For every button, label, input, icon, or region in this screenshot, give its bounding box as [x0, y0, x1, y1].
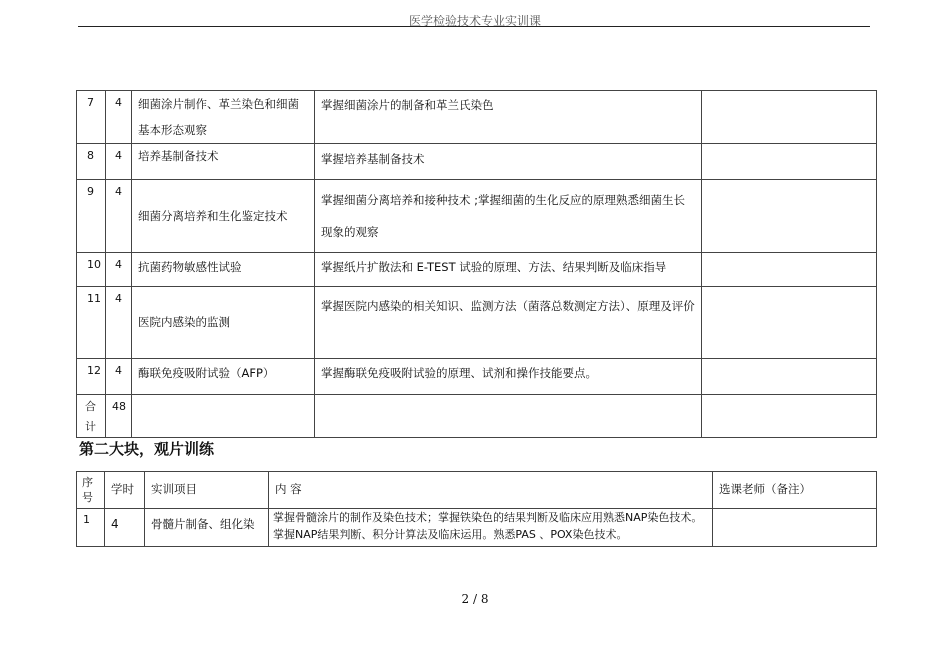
row-project: 医院内感染的监测 — [132, 287, 315, 359]
row-number: 9 — [77, 180, 106, 253]
header-no: 序号 — [77, 472, 105, 509]
total-label: 合计 — [77, 395, 106, 438]
table-row — [77, 144, 877, 180]
header-rule — [78, 26, 870, 27]
row-content: 掌握医院内感染的相关知识、监测方法（菌落总数测定方法）、原理及评价 — [315, 287, 702, 359]
table-row — [77, 253, 877, 287]
row-number: 12 — [77, 359, 106, 395]
table-row — [77, 359, 877, 395]
table-row — [77, 91, 877, 144]
header-project: 实训项目 — [145, 472, 269, 509]
row-teacher — [702, 144, 877, 180]
header-teacher: 选课老师（备注） — [713, 472, 877, 509]
row-content: 掌握骨髓涂片的制作及染色技术；掌握铁染色的结果判断及临床应用熟悉NAP染色技术。掌握NAP结果判断、积分计算法及临床运用。熟悉PAS 、POX染色技术。 — [269, 509, 713, 547]
training-table-part2 — [76, 471, 877, 547]
total-empty-cell — [315, 395, 702, 438]
table-header-row — [77, 472, 877, 509]
row-project: 细菌分离培养和生化鉴定技术 — [132, 180, 315, 253]
row-teacher — [702, 180, 877, 253]
table-row — [77, 180, 877, 253]
row-hours: 4 — [106, 91, 132, 144]
row-project: 酶联免疫吸附试验（AFP） — [132, 359, 315, 395]
row-teacher — [702, 253, 877, 287]
row-content: 掌握酶联免疫吸附试验的原理、试剂和操作技能要点。 — [315, 359, 702, 395]
row-number: 1 — [77, 509, 105, 547]
row-hours: 4 — [106, 144, 132, 180]
training-table-part1 — [76, 90, 877, 438]
row-hours: 4 — [106, 180, 132, 253]
row-number: 8 — [77, 144, 106, 180]
row-project: 抗菌药物敏感性试验 — [132, 253, 315, 287]
table-row — [77, 287, 877, 359]
row-content: 掌握纸片扩散法和 E-TEST 试验的原理、方法、结果判断及临床指导 — [315, 253, 702, 287]
row-teacher — [702, 287, 877, 359]
row-content: 掌握细菌分离培养和接种技术 ;掌握细菌的生化反应的原理熟悉细菌生长现象的观察 — [315, 180, 702, 253]
row-number: 7 — [77, 91, 106, 144]
total-empty-cell — [132, 395, 315, 438]
header-hours: 学时 — [105, 472, 145, 509]
row-project: 细菌涂片制作、革兰染色和细菌基本形态观察 — [132, 91, 315, 144]
table-row — [77, 509, 877, 547]
total-hours: 48 — [106, 395, 132, 438]
row-content: 掌握培养基制备技术 — [315, 144, 702, 180]
section-title: 第二大块，观片训练 — [79, 440, 215, 458]
header-content: 内 容 — [269, 472, 713, 509]
total-empty-cell — [702, 395, 877, 438]
row-teacher — [702, 91, 877, 144]
row-hours: 4 — [106, 253, 132, 287]
row-teacher — [713, 509, 877, 547]
row-number: 11 — [77, 287, 106, 359]
row-hours: 4 — [106, 287, 132, 359]
row-content: 掌握细菌涂片的制备和革兰氏染色 — [315, 91, 702, 144]
row-hours: 4 — [105, 509, 145, 547]
total-row — [77, 395, 877, 438]
row-hours: 4 — [106, 359, 132, 395]
row-teacher — [702, 359, 877, 395]
row-number: 10 — [77, 253, 106, 287]
row-project: 骨髓片制备、组化染 — [145, 509, 269, 547]
page-header-title: 医学检验技术专业实训课 — [408, 14, 541, 28]
page-number: 2 / 8 — [461, 592, 489, 606]
row-project: 培养基制备技术 — [132, 144, 315, 180]
